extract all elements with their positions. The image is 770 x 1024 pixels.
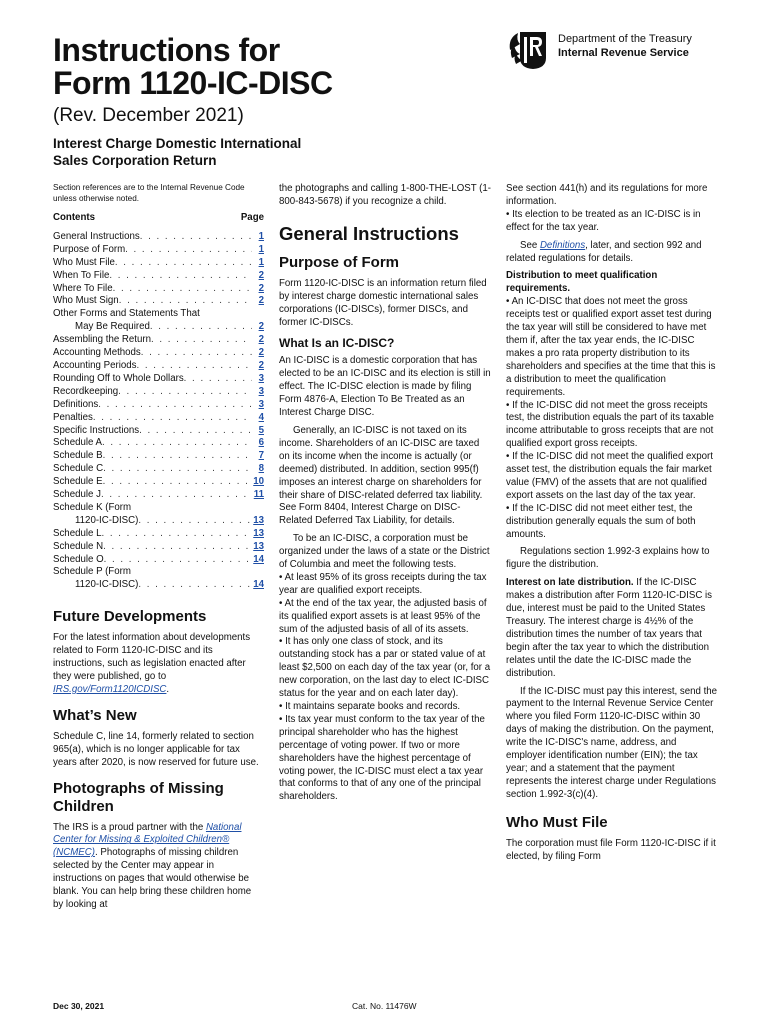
toc-item-title: Rounding Off to Whole Dollars bbox=[53, 372, 184, 384]
toc-item-title: Schedule L bbox=[53, 527, 102, 539]
toc-page-link[interactable]: 4 bbox=[258, 411, 264, 423]
subtitle-line-2: Sales Corporation Return bbox=[53, 153, 217, 168]
toc-item[interactable] bbox=[53, 295, 264, 308]
toc-page-link[interactable]: 2 bbox=[258, 334, 264, 346]
toc-item[interactable] bbox=[53, 244, 264, 257]
agency-name bbox=[558, 32, 692, 60]
ncmec-link[interactable]: National Center for Missing & Exploited Children® (NCMEC) bbox=[53, 821, 242, 859]
toc-item[interactable] bbox=[53, 489, 264, 502]
bullet-item: • If the IC-DISC did not meet either test, the distribution generally equals the sum of both amounts. bbox=[506, 502, 696, 540]
toc-item[interactable] bbox=[53, 283, 264, 296]
section-references-note: Section references are to the Internal Revenue Code unless otherwise noted. bbox=[53, 183, 245, 203]
toc-page-link[interactable]: 2 bbox=[258, 359, 264, 371]
toc-page-link[interactable]: 1 bbox=[258, 256, 264, 268]
toc-page-link[interactable]: 8 bbox=[258, 463, 264, 475]
toc-item-title: Recordkeeping bbox=[53, 385, 119, 397]
revision-date: (Rev. December 2021) bbox=[53, 105, 244, 126]
toc-item-title: Accounting Periods bbox=[53, 359, 137, 371]
contents-label: Contents bbox=[53, 212, 95, 223]
bullet-item: • An IC-DISC that does not meet the gross receipts test or qualified export asset test during the tax year will still be considered to have met them if, after the tax year ends, the IC-DISC makes a pro rata property distribution to its shareholders and specifies at the time that this is a distribution to meet the qualification requirements. bbox=[506, 296, 716, 398]
toc-page-link[interactable]: 6 bbox=[258, 437, 264, 449]
column-3 bbox=[506, 183, 718, 864]
toc-item[interactable] bbox=[53, 399, 264, 412]
subtitle-line-1: Interest Charge Domestic International bbox=[53, 136, 302, 151]
toc-item-title: Other Forms and Statements That bbox=[53, 308, 200, 320]
distribution-list bbox=[506, 296, 718, 541]
toc-item[interactable] bbox=[53, 386, 264, 399]
toc-page-link[interactable]: 2 bbox=[258, 295, 264, 307]
photographs-continued-text: the photographs and calling 1-800-THE-LOST (1-800-843-5678) if you recognize a child. bbox=[279, 183, 491, 207]
toc-item-title: Assembling the Return bbox=[53, 334, 152, 346]
section-441-text: See section 441(h) and its regulations for more information. bbox=[506, 183, 708, 207]
toc-item-title: Schedule N bbox=[53, 540, 104, 552]
toc-item[interactable] bbox=[53, 450, 264, 463]
general-instructions-heading: General Instructions bbox=[279, 222, 459, 244]
toc-item[interactable] bbox=[53, 554, 264, 567]
toc-item[interactable] bbox=[53, 360, 264, 373]
toc-page-link[interactable]: 1 bbox=[258, 230, 264, 242]
toc-item[interactable] bbox=[53, 528, 264, 541]
generally-text: Generally, an IC-DISC is not taxed on its income. Shareholders of an IC-DISC are taxed on its income when the income is actually (or deemed) distributed. In addition, section 995(f) imposes an interest charge on shareholders for their share of DISC-related deferred tax liability. See Form 8404, Interest Charge on DISC-Related Deferred Tax Liability, for details. bbox=[279, 424, 483, 527]
what-is-ic-disc-text: An IC-DISC is a domestic corporation that has elected to be an IC-DISC and its election is still in effect. The IC-DISC election is made by filing Form 4876-A, Election To Be Treated as an Interest Charge DISC. bbox=[279, 355, 491, 419]
footer-date: Dec 30, 2021 bbox=[53, 1001, 105, 1011]
election-bullet: • Its election to be treated as an IC-DISC is in effect for the tax year. bbox=[506, 208, 701, 233]
toc-item[interactable] bbox=[53, 463, 264, 476]
toc-page-link[interactable]: 2 bbox=[258, 321, 264, 333]
page-title bbox=[53, 34, 333, 100]
bullet-item: • If the IC-DISC did not meet the gross receipts test, the distribution equals the part of its taxable income attributable to gross receipts that are not qualified export gross receipts. bbox=[506, 399, 714, 450]
toc-item-title: Schedule J bbox=[53, 489, 101, 501]
toc-item[interactable] bbox=[53, 257, 264, 270]
irs-gov-link[interactable]: IRS.gov/Form1120ICDISC bbox=[53, 683, 167, 695]
definitions-link[interactable]: Definitions bbox=[539, 239, 586, 251]
who-must-file-heading: Who Must File bbox=[506, 813, 608, 831]
toc-item[interactable] bbox=[53, 437, 264, 450]
contents-header bbox=[53, 212, 264, 225]
late-distribution-heading: Interest on late distribution. bbox=[506, 577, 634, 589]
toc-page-link[interactable]: 13 bbox=[253, 540, 264, 552]
toc-item[interactable] bbox=[53, 502, 264, 528]
toc-item-title: General Instructions bbox=[53, 230, 140, 242]
purpose-of-form-heading: Purpose of Form bbox=[279, 253, 400, 271]
see-definitions-text: See Definitions, later, and section 992 and related regulations for details. bbox=[506, 239, 702, 264]
purpose-of-form-text: Form 1120-IC-DISC is an information return filed by interest charge domestic international sales corporations (IC-DISCs), former DISCs, and former IC-DISCs. bbox=[279, 277, 487, 328]
photographs-heading: Photographs of Missing Children bbox=[53, 779, 224, 815]
toc-item-title: Schedule B bbox=[53, 450, 103, 462]
toc-item[interactable] bbox=[53, 566, 264, 592]
bullet-item: • It maintains separate books and records. bbox=[279, 701, 461, 712]
table-of-contents bbox=[53, 231, 264, 592]
to-be-ic-disc-text: To be an IC-DISC, a corporation must be organized under the laws of a state or the District of Columbia and meet the following tests. bbox=[279, 533, 490, 571]
toc-page-link[interactable]: 2 bbox=[258, 282, 264, 294]
regulations-text: Regulations section 1.992-3 explains how to figure the distribution. bbox=[506, 546, 710, 571]
toc-item[interactable] bbox=[53, 412, 264, 425]
toc-page-link[interactable]: 13 bbox=[253, 514, 264, 526]
toc-page-link[interactable]: 14 bbox=[253, 579, 264, 591]
bullet-item: • Its tax year must conform to the tax year of the principal shareholder who has the highest percentage of voting power. If two or more shareholders have the highest percentage of voting power, the IC-DISC must elect a tax year that conforms to that of any one of the principal shareholders. bbox=[279, 713, 485, 803]
toc-item[interactable] bbox=[53, 347, 264, 360]
toc-item-title: Schedule O bbox=[53, 553, 104, 565]
title-line-2: Form 1120-IC-DISC bbox=[53, 65, 333, 101]
bullet-item: • At the end of the tax year, the adjusted basis of its qualified export assets is at least 95% of the sum of the adjusted basis of all of its assets. bbox=[279, 597, 487, 635]
interest-payment-text: If the IC-DISC must pay this interest, send the payment to the Internal Revenue Service Center where you filed Form 1120-IC-DISC within 30 days of making the distribution. On the payment, write the IC-DISC's name, address, and employer identification number (EIN); the tax year; and a statement that the payment represents the interest charge under Regulations section 1.992-3(c)(4). bbox=[506, 685, 718, 800]
qualification-tests-list bbox=[279, 572, 491, 804]
late-distribution-text: Interest on late distribution. If the IC-DISC makes a distribution after Form 1120-IC-DISC is due, interest must be paid to the United States Treasury. The interest charge is 4½% of the distribution times the number of tax years that begin after the tax year to which the distribution relates until the date the IC-DISC made the distribution. bbox=[506, 577, 713, 679]
bullet-item: • At least 95% of its gross receipts during the tax year are qualified export receipts. bbox=[279, 571, 487, 596]
agency-line-1: Department of the Treasury bbox=[558, 33, 692, 45]
toc-item[interactable] bbox=[53, 425, 264, 438]
toc-item-title: Accounting Methods bbox=[53, 347, 141, 359]
form-subtitle bbox=[53, 135, 413, 169]
toc-item-title: When To File bbox=[53, 269, 110, 281]
who-must-file-text: The corporation must file Form 1120-IC-DISC if it elected, by filing Form bbox=[506, 837, 716, 862]
future-developments-heading: Future Developments bbox=[53, 608, 207, 626]
photographs-text: The IRS is a proud partner with the National Center for Missing & Exploited Children® (NCMEC). Photographs of missing children selected by the Center may appear in instructions on pages that would otherwise be blank. You can help bring these children home by looking at bbox=[53, 821, 252, 910]
toc-page-link[interactable]: 3 bbox=[258, 398, 264, 410]
toc-page-link[interactable]: 14 bbox=[253, 553, 264, 565]
toc-page-link[interactable]: 3 bbox=[258, 372, 264, 384]
column-2 bbox=[279, 183, 491, 804]
toc-item-title: Purpose of Form bbox=[53, 243, 126, 255]
toc-item-title: Who Must File bbox=[53, 256, 115, 268]
toc-page-link[interactable]: 5 bbox=[258, 424, 264, 436]
toc-item-title: Schedule E bbox=[53, 476, 103, 488]
toc-page-link[interactable]: 11 bbox=[253, 489, 264, 501]
toc-page-link[interactable]: 1 bbox=[258, 243, 264, 255]
toc-page-link[interactable]: 2 bbox=[258, 269, 264, 281]
toc-item[interactable] bbox=[53, 334, 264, 347]
bullet-item: • It has only one class of stock, and its outstanding stock has a par or stated value of at least $2,500 on each day of the tax year (or, for a new corporation, on the last day to elect IC-DISC status for the year and on each later day). bbox=[279, 636, 491, 700]
whats-new-heading: What’s New bbox=[53, 706, 137, 724]
toc-page-link[interactable]: 2 bbox=[258, 347, 264, 359]
future-developments-text: For the latest information about developments related to Form 1120-IC-DISC and its instructions, such as legislation enacted after they were published, go to IRS.gov/Form1120ICDISC. bbox=[53, 632, 251, 695]
footer-catalog-number: Cat. No. 11476W bbox=[352, 1001, 417, 1011]
distribution-heading: Distribution to meet qualification requirements. bbox=[506, 270, 658, 295]
toc-item-title: 1120-IC-DISC) bbox=[75, 579, 139, 591]
toc-item-title: Specific Instructions bbox=[53, 424, 140, 436]
toc-item-title: Schedule P (Form bbox=[53, 566, 131, 578]
what-is-ic-disc-heading: What Is an IC-DISC? bbox=[279, 336, 395, 351]
toc-item-title: Schedule K (Form bbox=[53, 501, 132, 513]
toc-item-title: Penalties bbox=[53, 411, 93, 423]
toc-item-title: Where To File bbox=[53, 282, 113, 294]
toc-item[interactable] bbox=[53, 231, 264, 244]
toc-item-title: 1120-IC-DISC) bbox=[75, 514, 139, 526]
toc-page-link[interactable]: 3 bbox=[258, 385, 264, 397]
toc-item[interactable] bbox=[53, 270, 264, 283]
toc-item-title: Who Must Sign bbox=[53, 295, 119, 307]
toc-item[interactable] bbox=[53, 541, 264, 554]
toc-item-title: Schedule C bbox=[53, 463, 104, 475]
toc-item-title: May Be Required bbox=[75, 321, 150, 333]
agency-line-2: Internal Revenue Service bbox=[558, 47, 689, 59]
toc-item[interactable] bbox=[53, 308, 264, 334]
toc-item[interactable] bbox=[53, 373, 264, 386]
toc-page-link[interactable]: 10 bbox=[253, 476, 264, 488]
column-1 bbox=[53, 183, 264, 912]
whats-new-text: Schedule C, line 14, formerly related to section 965(a), which is no longer applicable for tax years after 2020, is now reserved for future use. bbox=[53, 730, 259, 768]
irs-eagle-logo-icon bbox=[506, 28, 550, 70]
page-label: Page bbox=[240, 212, 264, 223]
title-line-1: Instructions for bbox=[53, 32, 280, 68]
toc-page-link[interactable]: 13 bbox=[253, 527, 264, 539]
toc-item[interactable] bbox=[53, 476, 264, 489]
bullet-item: • If the IC-DISC did not meet the qualified export asset test, the distribution equals the fair market value (FMV) of the assets that are not qualified export assets on the last day of the tax year. bbox=[506, 451, 713, 501]
toc-item-title: Schedule A bbox=[53, 437, 103, 449]
toc-page-link[interactable]: 7 bbox=[258, 450, 264, 462]
toc-item-title: Definitions bbox=[53, 398, 99, 410]
